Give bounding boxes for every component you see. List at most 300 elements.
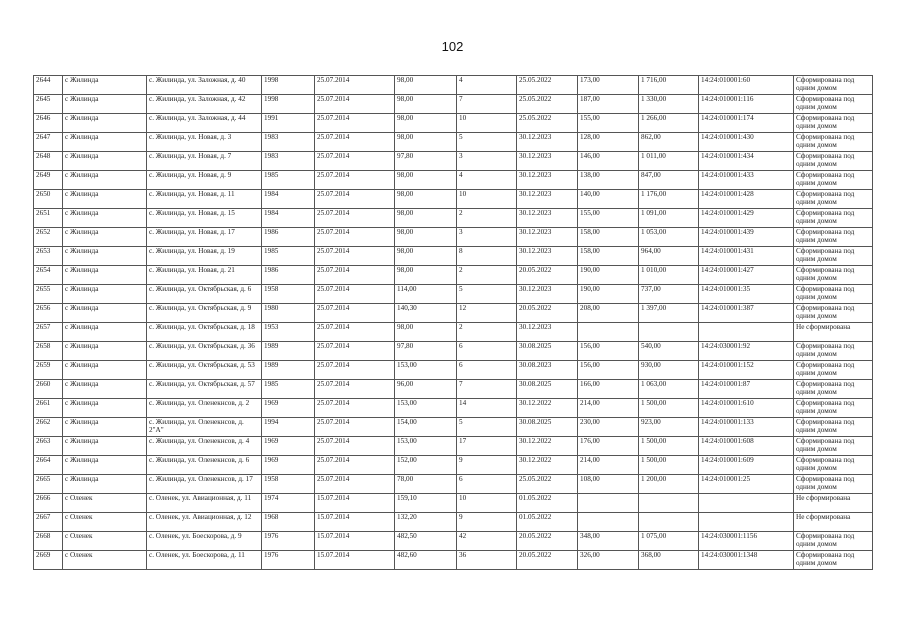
cell-cadastral-number: 14:24:010001:116: [699, 95, 794, 114]
cell-row-number: 2665: [34, 475, 63, 494]
cell-land-area: 146,00: [578, 152, 639, 171]
cell-cadastral-value: 930,00: [639, 361, 699, 380]
cell-address: с. Жилинда, ул. Октябрьская, д. 57: [147, 380, 262, 399]
cell-status: Сформирована под одним домом: [794, 152, 873, 171]
cell-status: Сформирована под одним домом: [794, 95, 873, 114]
cell-settlement: с Жилинда: [63, 437, 147, 456]
cell-year-built: 1984: [262, 209, 315, 228]
page-number: 102: [441, 39, 464, 54]
cell-year-built: 1986: [262, 266, 315, 285]
cell-cadastral-value: 1 500,00: [639, 456, 699, 475]
cell-registration-date: 25.07.2014: [315, 247, 395, 266]
cell-year-built: 1974: [262, 494, 315, 513]
table-row: [34, 76, 873, 95]
cell-deadline: 20.05.2022: [517, 551, 578, 570]
cell-area: 153,00: [395, 361, 457, 380]
cell-area: 98,00: [395, 171, 457, 190]
cell-settlement: с Жилинда: [63, 247, 147, 266]
table-row: [34, 342, 873, 361]
cell-row-number: 2658: [34, 342, 63, 361]
cell-row-number: 2660: [34, 380, 63, 399]
cell-settlement: с Жилинда: [63, 304, 147, 323]
cell-area: 96,00: [395, 380, 457, 399]
cell-address: с. Оленек, ул. Боескорова, д. 11: [147, 551, 262, 570]
cell-settlement: с Жилинда: [63, 361, 147, 380]
cell-address: с. Жилинда, ул. Новая, д. 17: [147, 228, 262, 247]
cell-address: с. Жилинда, ул. Октябрьская, д. 6: [147, 285, 262, 304]
cell-land-area: 230,00: [578, 418, 639, 437]
table-row: [34, 494, 873, 513]
cell-land-area: [578, 494, 639, 513]
table-row: [34, 437, 873, 456]
cell-settlement: с Жилинда: [63, 266, 147, 285]
cell-deadline: 30.08.2025: [517, 342, 578, 361]
cell-residents: 2: [457, 209, 517, 228]
cell-year-built: 1968: [262, 513, 315, 532]
cell-year-built: 1985: [262, 380, 315, 399]
cell-address: с. Жилинда, ул. Новая, д. 15: [147, 209, 262, 228]
cell-cadastral-value: 1 716,00: [639, 76, 699, 95]
cell-deadline: 30.12.2023: [517, 209, 578, 228]
cell-area: 98,00: [395, 114, 457, 133]
cell-land-area: 156,00: [578, 342, 639, 361]
cell-settlement: с Жилинда: [63, 323, 147, 342]
cell-cadastral-number: 14:24:010001:430: [699, 133, 794, 152]
cell-land-area: 156,00: [578, 361, 639, 380]
table-row: [34, 247, 873, 266]
cell-address: с. Жилинда, ул. Новая, д. 3: [147, 133, 262, 152]
cell-settlement: с Жилинда: [63, 152, 147, 171]
cell-row-number: 2644: [34, 76, 63, 95]
cell-deadline: 25.05.2022: [517, 475, 578, 494]
cell-settlement: с Жилинда: [63, 76, 147, 95]
cell-row-number: 2659: [34, 361, 63, 380]
table-row: [34, 95, 873, 114]
cell-settlement: с Жилинда: [63, 475, 147, 494]
cell-registration-date: 15.07.2014: [315, 513, 395, 532]
cell-area: 98,00: [395, 95, 457, 114]
cell-row-number: 2653: [34, 247, 63, 266]
cell-status: Не сформирована: [794, 323, 873, 342]
cell-status: Не сформирована: [794, 494, 873, 513]
cell-status: Сформирована под одним домом: [794, 266, 873, 285]
cell-cadastral-number: 14:24:010001:608: [699, 437, 794, 456]
cell-year-built: 1969: [262, 399, 315, 418]
cell-year-built: 1985: [262, 171, 315, 190]
cell-cadastral-value: 862,00: [639, 133, 699, 152]
cell-land-area: 214,00: [578, 399, 639, 418]
cell-settlement: с Жилинда: [63, 228, 147, 247]
cell-cadastral-value: 923,00: [639, 418, 699, 437]
cell-row-number: 2656: [34, 304, 63, 323]
cell-registration-date: 15.07.2014: [315, 532, 395, 551]
cell-area: 152,00: [395, 456, 457, 475]
cell-cadastral-number: 14:24:010001:35: [699, 285, 794, 304]
cell-status: Сформирована под одним домом: [794, 247, 873, 266]
cell-registration-date: 25.07.2014: [315, 152, 395, 171]
cell-cadastral-number: 14:24:010001:431: [699, 247, 794, 266]
cell-address: с. Жилинда, ул. Новая, д. 7: [147, 152, 262, 171]
cell-year-built: 1953: [262, 323, 315, 342]
cell-cadastral-number: [699, 513, 794, 532]
cell-status: Сформирована под одним домом: [794, 399, 873, 418]
cell-year-built: 1985: [262, 247, 315, 266]
cell-residents: 7: [457, 380, 517, 399]
cell-deadline: 01.05.2022: [517, 513, 578, 532]
cell-status: Сформирована под одним домом: [794, 418, 873, 437]
cell-row-number: 2657: [34, 323, 63, 342]
cell-cadastral-number: 14:24:030001:1156: [699, 532, 794, 551]
cell-deadline: 30.08.2023: [517, 361, 578, 380]
cell-area: 140,30: [395, 304, 457, 323]
cell-settlement: с Оленек: [63, 532, 147, 551]
cell-status: Сформирована под одним домом: [794, 437, 873, 456]
cell-residents: 8: [457, 247, 517, 266]
cell-settlement: с Жилинда: [63, 342, 147, 361]
cell-cadastral-value: 368,00: [639, 551, 699, 570]
cell-year-built: 1983: [262, 133, 315, 152]
table-row: [34, 114, 873, 133]
cell-residents: 36: [457, 551, 517, 570]
cell-cadastral-number: 14:24:010001:609: [699, 456, 794, 475]
cell-row-number: 2661: [34, 399, 63, 418]
cell-cadastral-number: 14:24:010001:428: [699, 190, 794, 209]
cell-year-built: 1994: [262, 418, 315, 437]
cell-residents: 10: [457, 114, 517, 133]
cell-residents: 3: [457, 152, 517, 171]
cell-settlement: с Жилинда: [63, 380, 147, 399]
table-row: [34, 152, 873, 171]
cell-cadastral-value: 1 266,00: [639, 114, 699, 133]
cell-year-built: 1986: [262, 228, 315, 247]
cell-land-area: 326,00: [578, 551, 639, 570]
cell-cadastral-value: 964,00: [639, 247, 699, 266]
cell-deadline: 30.12.2023: [517, 190, 578, 209]
cell-cadastral-value: 1 500,00: [639, 437, 699, 456]
cell-row-number: 2651: [34, 209, 63, 228]
cell-row-number: 2662: [34, 418, 63, 437]
cell-cadastral-value: 1 330,00: [639, 95, 699, 114]
table-row: [34, 266, 873, 285]
table-row: [34, 418, 873, 437]
cell-registration-date: 25.07.2014: [315, 95, 395, 114]
cell-status: Сформирована под одним домом: [794, 380, 873, 399]
cell-residents: 7: [457, 95, 517, 114]
cell-residents: 10: [457, 494, 517, 513]
cell-status: Не сформирована: [794, 513, 873, 532]
cell-land-area: 108,00: [578, 475, 639, 494]
cell-year-built: 1991: [262, 114, 315, 133]
cell-year-built: 1998: [262, 76, 315, 95]
cell-cadastral-value: 1 397,00: [639, 304, 699, 323]
cell-registration-date: 25.07.2014: [315, 323, 395, 342]
cell-deadline: 20.05.2022: [517, 304, 578, 323]
cell-land-area: 190,00: [578, 285, 639, 304]
cell-land-area: 208,00: [578, 304, 639, 323]
cell-land-area: 140,00: [578, 190, 639, 209]
cell-status: Сформирована под одним домом: [794, 551, 873, 570]
cell-row-number: 2654: [34, 266, 63, 285]
cell-cadastral-value: 1 075,00: [639, 532, 699, 551]
cell-cadastral-number: 14:24:010001:434: [699, 152, 794, 171]
cell-address: с. Жилинда, ул. Новая, д. 9: [147, 171, 262, 190]
cell-year-built: 1976: [262, 551, 315, 570]
cell-residents: 5: [457, 133, 517, 152]
cell-status: Сформирована под одним домом: [794, 361, 873, 380]
cell-status: Сформирована под одним домом: [794, 228, 873, 247]
cell-residents: 14: [457, 399, 517, 418]
cell-deadline: 25.05.2022: [517, 76, 578, 95]
cell-address: с. Жилинда, ул. Октябрьская, д. 36: [147, 342, 262, 361]
table-row: [34, 475, 873, 494]
cell-year-built: 1976: [262, 532, 315, 551]
cell-settlement: с Жилинда: [63, 114, 147, 133]
cell-cadastral-number: 14:24:010001:433: [699, 171, 794, 190]
cell-registration-date: 25.07.2014: [315, 133, 395, 152]
cell-year-built: 1980: [262, 304, 315, 323]
cell-residents: 5: [457, 285, 517, 304]
cell-residents: 2: [457, 323, 517, 342]
cell-cadastral-value: 1 053,00: [639, 228, 699, 247]
cell-row-number: 2667: [34, 513, 63, 532]
cell-address: с. Оленек, ул. Авиационная, д. 11: [147, 494, 262, 513]
cell-area: 132,20: [395, 513, 457, 532]
cell-registration-date: 25.07.2014: [315, 361, 395, 380]
cell-year-built: 1958: [262, 475, 315, 494]
cell-settlement: с Жилинда: [63, 190, 147, 209]
cell-cadastral-value: 540,00: [639, 342, 699, 361]
cell-cadastral-number: [699, 494, 794, 513]
cell-cadastral-value: [639, 513, 699, 532]
cell-settlement: с Жилинда: [63, 133, 147, 152]
cell-area: 482,50: [395, 532, 457, 551]
cell-year-built: 1958: [262, 285, 315, 304]
cell-row-number: 2664: [34, 456, 63, 475]
cell-settlement: с Жилинда: [63, 285, 147, 304]
cell-row-number: 2652: [34, 228, 63, 247]
cell-row-number: 2648: [34, 152, 63, 171]
cell-address: с. Жилинда, ул. Заложная, д. 44: [147, 114, 262, 133]
cell-area: 98,00: [395, 247, 457, 266]
cell-settlement: с Жилинда: [63, 418, 147, 437]
cell-address: с. Жилинда, ул. Октябрьская, д. 9: [147, 304, 262, 323]
cell-registration-date: 25.07.2014: [315, 190, 395, 209]
cell-deadline: 30.12.2023: [517, 228, 578, 247]
cell-cadastral-number: 14:24:010001:133: [699, 418, 794, 437]
cell-year-built: 1989: [262, 361, 315, 380]
cell-cadastral-number: 14:24:030001:92: [699, 342, 794, 361]
cell-area: 153,00: [395, 437, 457, 456]
cell-deadline: 30.12.2023: [517, 171, 578, 190]
table-row: [34, 513, 873, 532]
cell-registration-date: 15.07.2014: [315, 494, 395, 513]
cell-cadastral-number: 14:24:010001:429: [699, 209, 794, 228]
cell-area: 98,00: [395, 266, 457, 285]
cell-area: 97,80: [395, 342, 457, 361]
cell-cadastral-number: 14:24:010001:87: [699, 380, 794, 399]
cell-cadastral-number: 14:24:010001:152: [699, 361, 794, 380]
cell-status: Сформирована под одним домом: [794, 532, 873, 551]
cell-registration-date: 25.07.2014: [315, 209, 395, 228]
cell-cadastral-number: 14:24:010001:60: [699, 76, 794, 95]
cell-area: 159,10: [395, 494, 457, 513]
cell-registration-date: 25.07.2014: [315, 285, 395, 304]
cell-address: с. Жилинда, ул. Новая, д. 11: [147, 190, 262, 209]
cell-status: Сформирована под одним домом: [794, 342, 873, 361]
cell-deadline: 20.05.2022: [517, 266, 578, 285]
cell-area: 98,00: [395, 209, 457, 228]
cell-registration-date: 25.07.2014: [315, 304, 395, 323]
cell-address: с. Оленек, ул. Авиационная, д. 12: [147, 513, 262, 532]
cell-land-area: 187,00: [578, 95, 639, 114]
cell-land-area: 155,00: [578, 209, 639, 228]
cell-address: с. Жилинда, ул. Оленекнсов, д. 17: [147, 475, 262, 494]
cell-deadline: 30.12.2023: [517, 285, 578, 304]
table-row: [34, 532, 873, 551]
cell-cadastral-value: 1 200,00: [639, 475, 699, 494]
cell-deadline: 30.12.2022: [517, 456, 578, 475]
cell-settlement: с Жилинда: [63, 456, 147, 475]
cell-land-area: 158,00: [578, 247, 639, 266]
cell-year-built: 1983: [262, 152, 315, 171]
table-row: [34, 399, 873, 418]
table-row: [34, 361, 873, 380]
cell-address: с. Жилинда, ул. Оленекнсов, д. 6: [147, 456, 262, 475]
table-row: [34, 323, 873, 342]
cell-cadastral-number: 14:24:010001:387: [699, 304, 794, 323]
cell-deadline: 20.05.2022: [517, 532, 578, 551]
cell-registration-date: 15.07.2014: [315, 551, 395, 570]
cell-cadastral-value: 1 063,00: [639, 380, 699, 399]
register-table: [33, 75, 873, 570]
cell-registration-date: 25.07.2014: [315, 456, 395, 475]
cell-row-number: 2649: [34, 171, 63, 190]
cell-cadastral-number: 14:24:010001:174: [699, 114, 794, 133]
cell-cadastral-value: 737,00: [639, 285, 699, 304]
cell-row-number: 2663: [34, 437, 63, 456]
cell-deadline: 25.05.2022: [517, 95, 578, 114]
cell-cadastral-value: 1 010,00: [639, 266, 699, 285]
cell-registration-date: 25.07.2014: [315, 266, 395, 285]
cell-cadastral-number: 14:24:030001:1348: [699, 551, 794, 570]
cell-settlement: с Оленек: [63, 494, 147, 513]
table-row: [34, 304, 873, 323]
cell-land-area: [578, 513, 639, 532]
cell-area: 114,00: [395, 285, 457, 304]
cell-area: 482,60: [395, 551, 457, 570]
cell-status: Сформирована под одним домом: [794, 475, 873, 494]
cell-area: 98,00: [395, 76, 457, 95]
cell-deadline: 30.12.2022: [517, 437, 578, 456]
cell-settlement: с Жилинда: [63, 171, 147, 190]
cell-deadline: 30.08.2025: [517, 380, 578, 399]
cell-deadline: 30.12.2022: [517, 399, 578, 418]
cell-residents: 42: [457, 532, 517, 551]
cell-status: Сформирована под одним домом: [794, 285, 873, 304]
cell-year-built: 1998: [262, 95, 315, 114]
cell-land-area: [578, 323, 639, 342]
cell-settlement: с Жилинда: [63, 399, 147, 418]
cell-residents: 9: [457, 513, 517, 532]
cell-residents: 12: [457, 304, 517, 323]
cell-residents: 17: [457, 437, 517, 456]
cell-area: 98,00: [395, 133, 457, 152]
cell-row-number: 2650: [34, 190, 63, 209]
cell-status: Сформирована под одним домом: [794, 76, 873, 95]
cell-deadline: 30.12.2023: [517, 323, 578, 342]
cell-area: 153,00: [395, 399, 457, 418]
cell-land-area: 155,00: [578, 114, 639, 133]
table-row: [34, 285, 873, 304]
cell-residents: 4: [457, 171, 517, 190]
cell-status: Сформирована под одним домом: [794, 304, 873, 323]
cell-area: 98,00: [395, 228, 457, 247]
cell-land-area: 166,00: [578, 380, 639, 399]
cell-land-area: 190,00: [578, 266, 639, 285]
cell-status: Сформирована под одним домом: [794, 190, 873, 209]
table-row: [34, 190, 873, 209]
cell-land-area: 348,00: [578, 532, 639, 551]
cell-settlement: с Жилинда: [63, 95, 147, 114]
cell-cadastral-value: [639, 323, 699, 342]
cell-row-number: 2647: [34, 133, 63, 152]
table-row: [34, 228, 873, 247]
cell-residents: 6: [457, 342, 517, 361]
cell-land-area: 128,00: [578, 133, 639, 152]
cell-area: 78,00: [395, 475, 457, 494]
table-row: [34, 171, 873, 190]
cell-registration-date: 25.07.2014: [315, 342, 395, 361]
cell-registration-date: 25.07.2014: [315, 114, 395, 133]
cell-status: Сформирована под одним домом: [794, 133, 873, 152]
cell-status: Сформирована под одним домом: [794, 171, 873, 190]
table-row: [34, 133, 873, 152]
cell-settlement: с Оленек: [63, 551, 147, 570]
cell-year-built: 1984: [262, 190, 315, 209]
cell-row-number: 2646: [34, 114, 63, 133]
cell-cadastral-value: 847,00: [639, 171, 699, 190]
cell-settlement: с Оленек: [63, 513, 147, 532]
cell-area: 97,80: [395, 152, 457, 171]
cell-residents: 3: [457, 228, 517, 247]
cell-registration-date: 25.07.2014: [315, 171, 395, 190]
cell-land-area: 138,00: [578, 171, 639, 190]
cell-row-number: 2669: [34, 551, 63, 570]
cell-deadline: 30.12.2023: [517, 133, 578, 152]
cell-year-built: 1989: [262, 342, 315, 361]
cell-registration-date: 25.07.2014: [315, 228, 395, 247]
cell-cadastral-value: 1 091,00: [639, 209, 699, 228]
cell-residents: 6: [457, 475, 517, 494]
cell-settlement: с Жилинда: [63, 209, 147, 228]
cell-cadastral-number: 14:24:010001:439: [699, 228, 794, 247]
cell-registration-date: 25.07.2014: [315, 475, 395, 494]
cell-cadastral-value: 1 500,00: [639, 399, 699, 418]
cell-residents: 2: [457, 266, 517, 285]
cell-land-area: 214,00: [578, 456, 639, 475]
cell-address: с. Жилинда, ул. Заложная, д. 42: [147, 95, 262, 114]
cell-deadline: 30.08.2025: [517, 418, 578, 437]
cell-cadastral-number: [699, 323, 794, 342]
cell-address: с. Жилинда, ул. Новая, д. 19: [147, 247, 262, 266]
table-row: [34, 456, 873, 475]
cell-address: с. Жилинда, ул. Оленекнсов, д. 2"А": [147, 418, 262, 437]
cell-status: Сформирована под одним домом: [794, 209, 873, 228]
cell-residents: 5: [457, 418, 517, 437]
cell-land-area: 173,00: [578, 76, 639, 95]
cell-year-built: 1969: [262, 456, 315, 475]
cell-address: с. Жилинда, ул. Новая, д. 21: [147, 266, 262, 285]
